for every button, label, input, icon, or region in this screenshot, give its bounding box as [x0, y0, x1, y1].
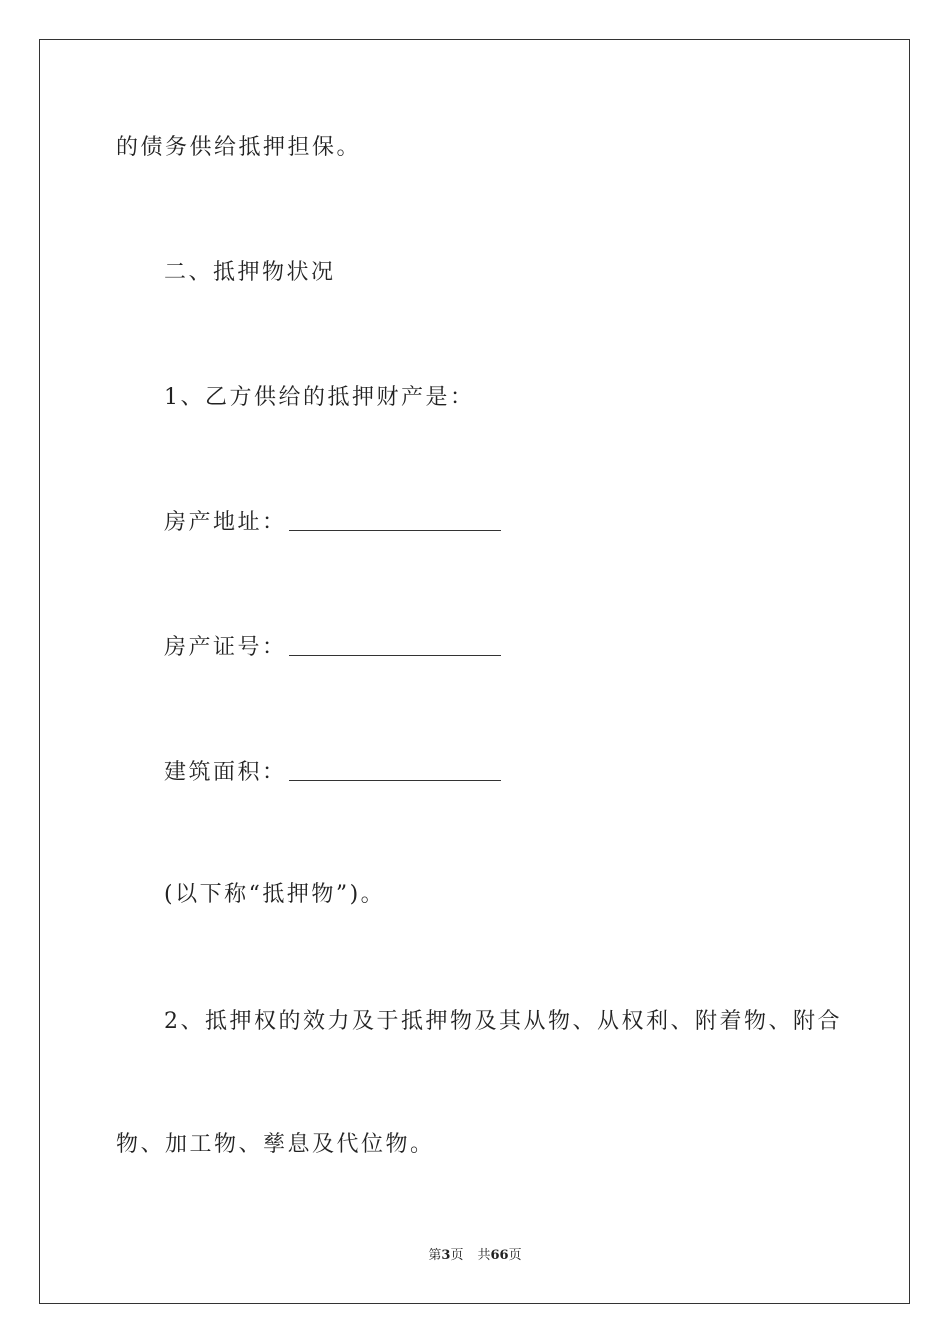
page-suffix: 页	[450, 1248, 464, 1263]
page-number: 3	[441, 1248, 451, 1263]
field-label: 房产证号：	[164, 635, 287, 660]
field-row-area	[164, 758, 501, 788]
paragraph-line: (以下称“抵押物”)。	[164, 882, 386, 907]
fill-in-blank[interactable]	[289, 760, 501, 781]
page-border	[39, 39, 910, 1304]
fill-in-blank[interactable]	[289, 635, 501, 656]
page-prefix: 第	[428, 1248, 442, 1263]
section-heading: 二、抵押物状况	[164, 260, 336, 285]
total-prefix: 共	[477, 1248, 491, 1263]
paragraph-line: 1、乙方供给的抵押财产是：	[164, 385, 475, 410]
paragraph-line: 2、抵押权的效力及于抵押物及其从物、从权利、附着物、附合	[164, 1009, 842, 1034]
total-pages: 66	[490, 1248, 509, 1263]
paragraph-line: 物、加工物、孳息及代位物。	[116, 1132, 435, 1157]
paragraph-line: 的债务供给抵押担保。	[116, 135, 362, 160]
field-label: 房产地址：	[164, 510, 287, 535]
field-row-certificate	[164, 633, 501, 663]
field-label: 建筑面积：	[164, 760, 287, 785]
fill-in-blank[interactable]	[289, 510, 501, 531]
total-suffix: 页	[508, 1248, 522, 1263]
field-row-address	[164, 508, 501, 538]
page-footer	[0, 1247, 950, 1265]
